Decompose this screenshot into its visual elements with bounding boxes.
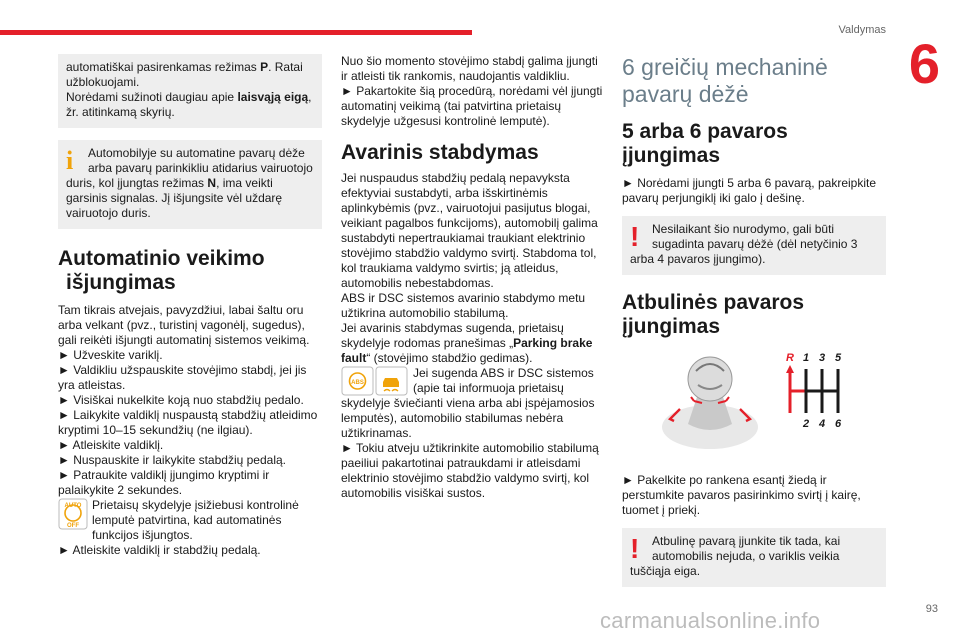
auto-label: AUTO (64, 503, 82, 509)
page-number: 93 (925, 603, 938, 615)
warning-icon: ! (630, 221, 640, 252)
gear-label-r: R (786, 352, 794, 364)
gear-label-4: 4 (818, 418, 826, 430)
warning-icon: ! (630, 533, 640, 564)
info-note-box: i Automobilyje su automatine pavarų dėže arba pavarų parinkikliu atidarius vairuotojo duris, kol įjungtas režimas N, ima veikti garsinis signalas. Jį išjungsite vėl uždarę vairuotojo duris. (58, 140, 322, 229)
section-title: Valdymas (838, 24, 886, 36)
heading-reverse-gear: Atbulinės pavaros įjungimas (622, 291, 805, 338)
gear-label-6: 6 (834, 418, 842, 430)
chapter-number: 6 (908, 32, 940, 95)
heading-emergency-braking: Avarinis stabdymas (341, 141, 539, 164)
abs-label: ABS (351, 380, 364, 386)
top-accent-bar (0, 30, 472, 35)
note-box: automatiškai pasirenkamas režimas P. Ratai užblokuojami. Norėdami sužinoti daugiau apie laisvąją eigą, žr. atitinkamą skyrių. (58, 54, 322, 128)
info-icon: i (66, 146, 74, 175)
off-label: OFF (67, 523, 79, 529)
column-2: Nuo šio momento stovėjimo stabdį galima įjungti ir atleisti tik rankomis, naudojantis valdikliu. ► Pakartokite šią procedūrą, norėdami vėl įjungti automatinį veikimą (tai patvirtina prietaisų skydelyje užgesusi kontrolinė lemputė). Avarinis stabdymas Jei nuspaudus stabdžių pedalą nepavyksta efektyviai sustabdyti, arba išskirtinėmis aplinkybėmis (pvz., vairuotojui pasijutus blogai, veikiant pagalbos funkcijoms), automobilį galima sustabdyti nepertraukiamai traukiant elektrinio stovėjimo stabdžio valdymo svirtį. Stabdoma tol, kol traukiama valdymo svirtis; ją atleidus, automobilis nebestabdomas. ABS ir DSC sistemos avarinio stabdymo metu užtikrina automobilio stabilumą. Jei avarinis stabdymas sugenda, prietaisų skydelyje rodomas pranešimas „Parking brake fault“ (stovėjimo stabdžio gedimas). ABS Jei sugenda ABS ir DSC sistemos (apie tai informuoja prietaisų skydelyje šviečianti viena arba abi įspėjamosios lemputės), automobilio stabilumas nebėra užtikrinamas. ► Tokiu atveju užtikrinkite automobilio stabilumą paeiliui pakartotinai patraukdami ir atleisdami elektrinio stovėjimo stabdžio valdymo svirtį, kol automobilis visiškai sustos. (341, 54, 605, 501)
auto-off-body: Tam tikrais atvejais, pavyzdžiui, labai šaltu oru arba velkant (pvz., turistinį vagonėlį, sugedus), gali reikėti išjungti automatinį sistemos veikimą. ► Užveskite variklį. ► Valdikliu užspauskite stovėjimo stabdį, jei jis yra atleistas. ► Visiškai nukelkite koją nuo stabdžių pedalo. ► Laikykite valdiklį nuspaustą stabdžių atleidimo kryptimi 10–15 sekundžių (ne ilgiau). ► Atleiskite valdiklį. ► Nuspauskite ir laikykite stabdžių pedalą. ► Patraukite valdiklį įjungimo kryptimi ir palaikykite 2 sekundes. AUTO OFF Prietaisų skydelyje įsižiebusi kontrolinė lemputė patvirtina, kad automatinės funkcijos išjungtos. ► Atleiskite valdiklį ir stabdžių pedalą. (58, 303, 318, 557)
abs-dsc-warning-icons (341, 366, 409, 396)
watermark: carmanualsonline.info (600, 608, 821, 633)
gear-pattern (786, 352, 842, 430)
heading-auto-off: Automatinio veikimo išjungimas (58, 247, 265, 294)
gear-shift-diagram (640, 349, 870, 459)
gear-label-5: 5 (834, 352, 842, 364)
column-1 (58, 54, 322, 558)
auto-off-warning-icon (58, 498, 88, 530)
chapter-title: 6 greičių mechaninė pavarų dėžė (622, 54, 828, 107)
warning-note-2: ! Atbulinę pavarą įjunkite tik tada, kai automobilis nejuda, o variklis veikia tuščiąja eiga. (622, 528, 886, 587)
heading-gear-5-6: 5 arba 6 pavaros įjungimas (622, 120, 788, 167)
gear-label-1: 1 (802, 352, 810, 364)
gear-label-2: 2 (802, 418, 810, 430)
gear-label-3: 3 (818, 352, 826, 364)
column-3: 6 greičių mechaninė pavarų dėžė 5 arba 6 pavaros įjungimas ► Norėdami įjungti 5 arba 6 pavarą, pakreipkite pavarų perjungiklį iki galo į dešinę. ! Nesilaikant šio nurodymo, gali būti sugadinta pavarų dėžė (dėl netyčinio 3 arba 4 pavaros įjungimo). Atbulinės pavaros įjungimas R 1 3 5 2 4 6 ► Pakelkite po rankena esantį žiedą ir perstumkite pavaros pasirinkimo svirtį į kairę, tuomet į priekį. ! Atbulinę pavarą įjunkite tik tada, kai automobilis nejuda, o variklis veikia tuščiąja eiga. (622, 54, 886, 587)
warning-note-1: ! Nesilaikant šio nurodymo, gali būti sugadinta pavarų dėžė (dėl netyčinio 3 arba 4 pavaros įjungimo). (622, 216, 886, 275)
